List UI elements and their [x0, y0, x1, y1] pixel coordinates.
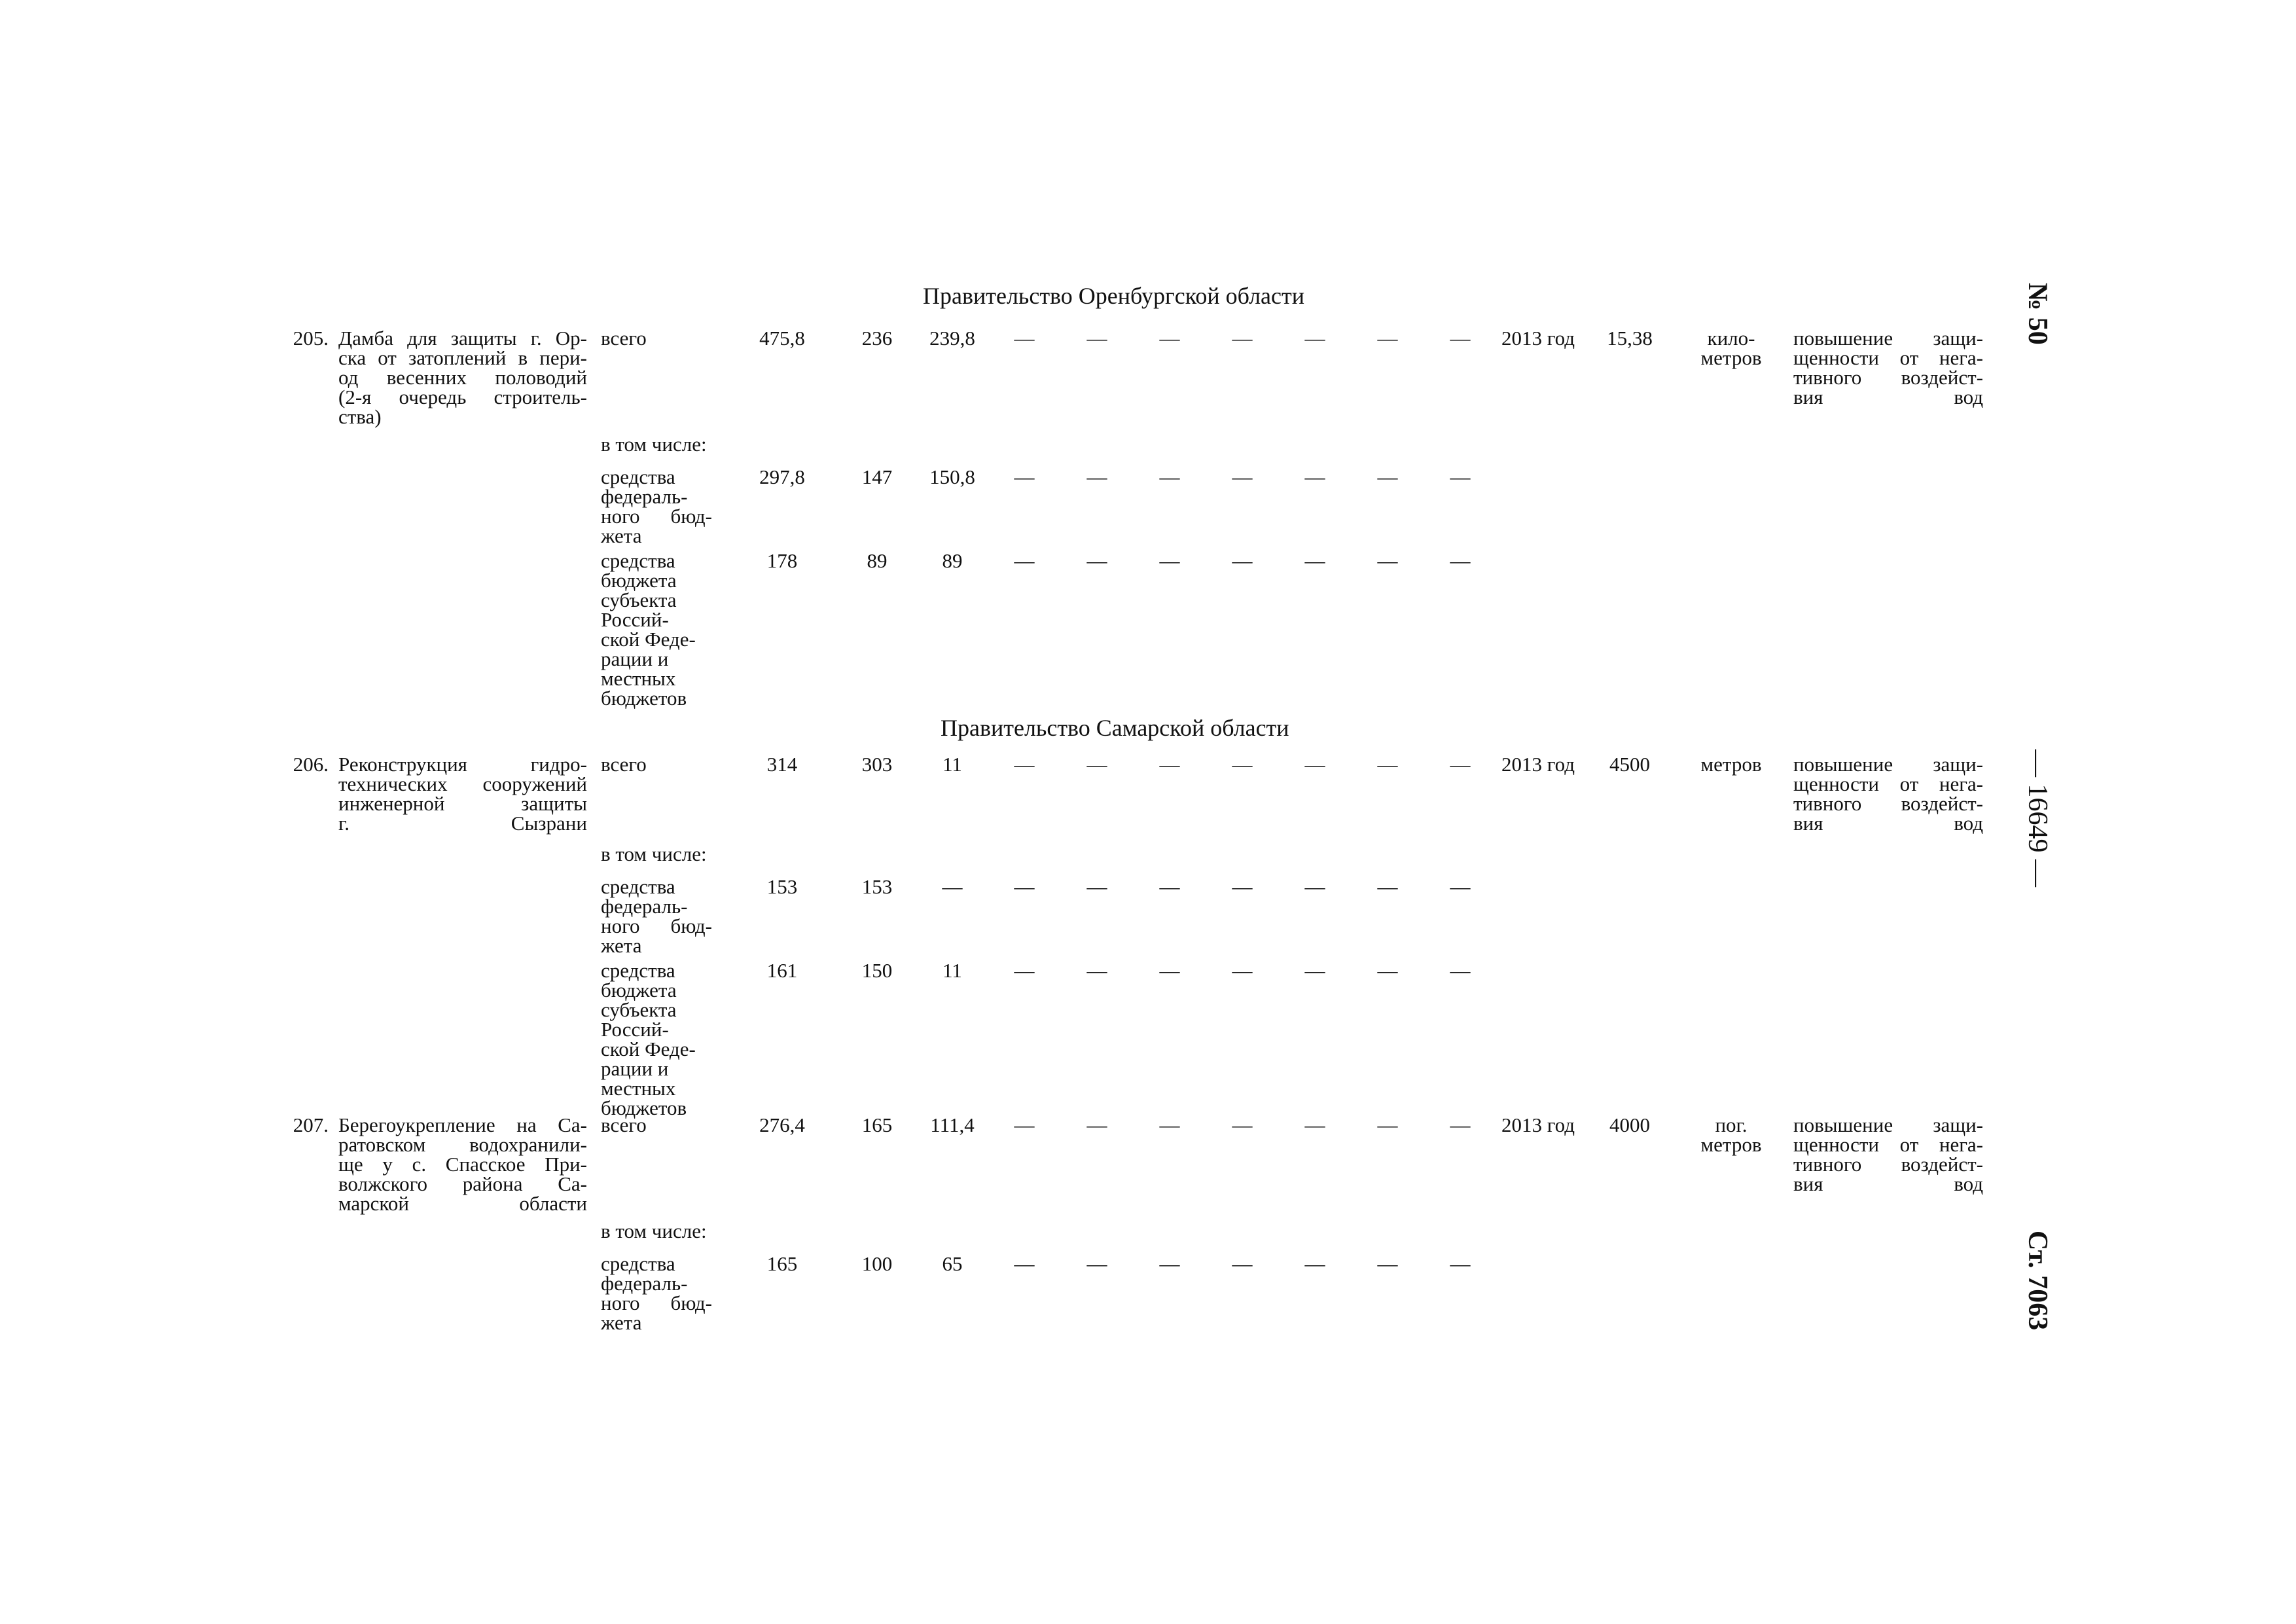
year2-value: 89 [942, 549, 963, 572]
year1-value: 150 [861, 959, 893, 982]
total-value: 153 [766, 875, 798, 898]
expected-result: повышение защи- щенности от нега- тивного воздейст- вия вод [1793, 327, 1983, 408]
dash-cell: — [1232, 327, 1253, 350]
total-value: 297,8 [759, 465, 805, 488]
object-name: Берегоукрепление на Са- ратовском водохранили- ще у с. Спасское При- волжского района Са- марской области [338, 1113, 587, 1215]
dash-cell: — [1450, 875, 1471, 898]
total-value: 161 [766, 959, 798, 982]
source-label: средства федераль- ного бюд- жета [601, 465, 712, 547]
year2-value: 11 [942, 753, 962, 776]
dash-cell: — [1014, 327, 1035, 350]
total-value: 314 [766, 753, 798, 776]
year1-value: 147 [861, 465, 893, 488]
dash-cell: — [1159, 465, 1180, 488]
year1-value: 303 [861, 753, 893, 776]
dash-cell: — [1014, 875, 1035, 898]
source-label: средства бюджета субъекта Россий- ской Феде- рации и местных бюджетов [601, 549, 696, 710]
dash-cell: — [1304, 1252, 1325, 1275]
entry-number: 205. [293, 327, 329, 350]
capacity-unit: кило- метров [1700, 327, 1762, 369]
year1-value: 100 [861, 1252, 893, 1275]
dash-cell: — [1377, 1113, 1398, 1136]
dash-cell: — [1304, 549, 1325, 572]
dash-cell: — [1159, 959, 1180, 982]
dash-cell: — [1086, 959, 1107, 982]
source-label: всего [601, 327, 647, 350]
dash-cell: — [1086, 549, 1107, 572]
dash-cell: — [1232, 1252, 1253, 1275]
capacity-unit: пог. метров [1700, 1113, 1762, 1156]
dash-cell: — [1304, 753, 1325, 776]
dash-cell: — [1304, 327, 1325, 350]
year1-value: 89 [867, 549, 888, 572]
source-label: средства бюджета субъекта Россий- ской Феде- рации и местных бюджетов [601, 959, 696, 1119]
dash-cell: — [1377, 465, 1398, 488]
dash-cell: — [1014, 1113, 1035, 1136]
dash-cell: — [1377, 753, 1398, 776]
year2-value: 11 [942, 959, 962, 982]
dash-cell: — [1377, 327, 1398, 350]
dash-cell: — [1159, 1113, 1180, 1136]
dash-cell: — [1014, 753, 1035, 776]
dash-cell: — [1232, 875, 1253, 898]
dash-cell: — [1014, 465, 1035, 488]
issue-number: № 50 [2022, 283, 2053, 345]
dash-cell: — [1450, 959, 1471, 982]
entry-number: 207. [293, 1113, 329, 1136]
dash-cell: — [1086, 1113, 1107, 1136]
capacity-value: 4500 [1609, 753, 1650, 776]
dash-cell: — [1304, 1113, 1325, 1136]
completion-year: 2013 год [1501, 753, 1575, 776]
dash-cell: — [1304, 959, 1325, 982]
dash-cell: — [1086, 753, 1107, 776]
source-label: средства федераль- ного бюд- жета [601, 1252, 712, 1334]
year1-value: 236 [861, 327, 893, 350]
year2-value: 65 [942, 1252, 963, 1275]
expected-result: повышение защи- щенности от нега- тивного воздейст- вия вод [1793, 1113, 1983, 1195]
dash-cell: — [1304, 875, 1325, 898]
year2-value: 111,4 [930, 1113, 975, 1136]
dash-cell: — [1377, 959, 1398, 982]
dash-cell: — [1159, 1252, 1180, 1275]
total-value: 178 [766, 549, 798, 572]
dash-cell: — [1232, 959, 1253, 982]
article-number: Ст. 7063 [2022, 1231, 2053, 1331]
completion-year: 2013 год [1501, 1113, 1575, 1136]
source-label: всего [601, 1113, 647, 1136]
subtotal-label: в том числе: [601, 1219, 707, 1242]
page-number: — 16649 — [2022, 749, 2053, 887]
source-label: средства федераль- ного бюд- жета [601, 875, 712, 957]
dash-cell: — [1086, 327, 1107, 350]
dash-cell: — [1086, 875, 1107, 898]
dash-cell: — [1086, 1252, 1107, 1275]
object-name: Дамба для защиты г. Ор- ска от затоплений в пери- од весенних половодий (2-я очередь строитель- ства) [338, 327, 587, 428]
dash-cell: — [1450, 327, 1471, 350]
dash-cell: — [1450, 1252, 1471, 1275]
dash-cell: — [1159, 753, 1180, 776]
dash-cell: — [1450, 465, 1471, 488]
dash-cell: — [1232, 753, 1253, 776]
dash-cell: — [1232, 465, 1253, 488]
year2-value: — [942, 875, 963, 898]
dash-cell: — [1377, 875, 1398, 898]
source-label: всего [601, 753, 647, 776]
dash-cell: — [1304, 465, 1325, 488]
year2-value: 150,8 [929, 465, 975, 488]
year1-value: 153 [861, 875, 893, 898]
dash-cell: — [1232, 549, 1253, 572]
dash-cell: — [1450, 549, 1471, 572]
dash-cell: — [1014, 1252, 1035, 1275]
total-value: 276,4 [759, 1113, 805, 1136]
dash-cell: — [1159, 549, 1180, 572]
margin-strip [2022, 0, 2053, 1624]
total-value: 475,8 [759, 327, 805, 350]
expected-result: повышение защи- щенности от нега- тивного воздейст- вия вод [1793, 753, 1983, 835]
entry-number: 206. [293, 753, 329, 776]
capacity-value: 15,38 [1607, 327, 1653, 350]
dash-cell: — [1014, 959, 1035, 982]
capacity-value: 4000 [1609, 1113, 1650, 1136]
dash-cell: — [1014, 549, 1035, 572]
capacity-unit: метров [1700, 753, 1762, 776]
dash-cell: — [1159, 327, 1180, 350]
dash-cell: — [1377, 1252, 1398, 1275]
section-heading-samara: Правительство Самарской области [941, 715, 1289, 741]
year1-value: 165 [861, 1113, 893, 1136]
dash-cell: — [1450, 753, 1471, 776]
subtotal-label: в том числе: [601, 842, 707, 865]
object-name: Реконструкция гидро- технических сооружений инженерной защиты г. Сызрани [338, 753, 587, 835]
dash-cell: — [1159, 875, 1180, 898]
total-value: 165 [766, 1252, 798, 1275]
dash-cell: — [1377, 549, 1398, 572]
dash-cell: — [1086, 465, 1107, 488]
completion-year: 2013 год [1501, 327, 1575, 350]
subtotal-label: в том числе: [601, 433, 707, 456]
dash-cell: — [1232, 1113, 1253, 1136]
section-heading-orenburg: Правительство Оренбургской области [923, 283, 1304, 309]
year2-value: 239,8 [929, 327, 975, 350]
dash-cell: — [1450, 1113, 1471, 1136]
